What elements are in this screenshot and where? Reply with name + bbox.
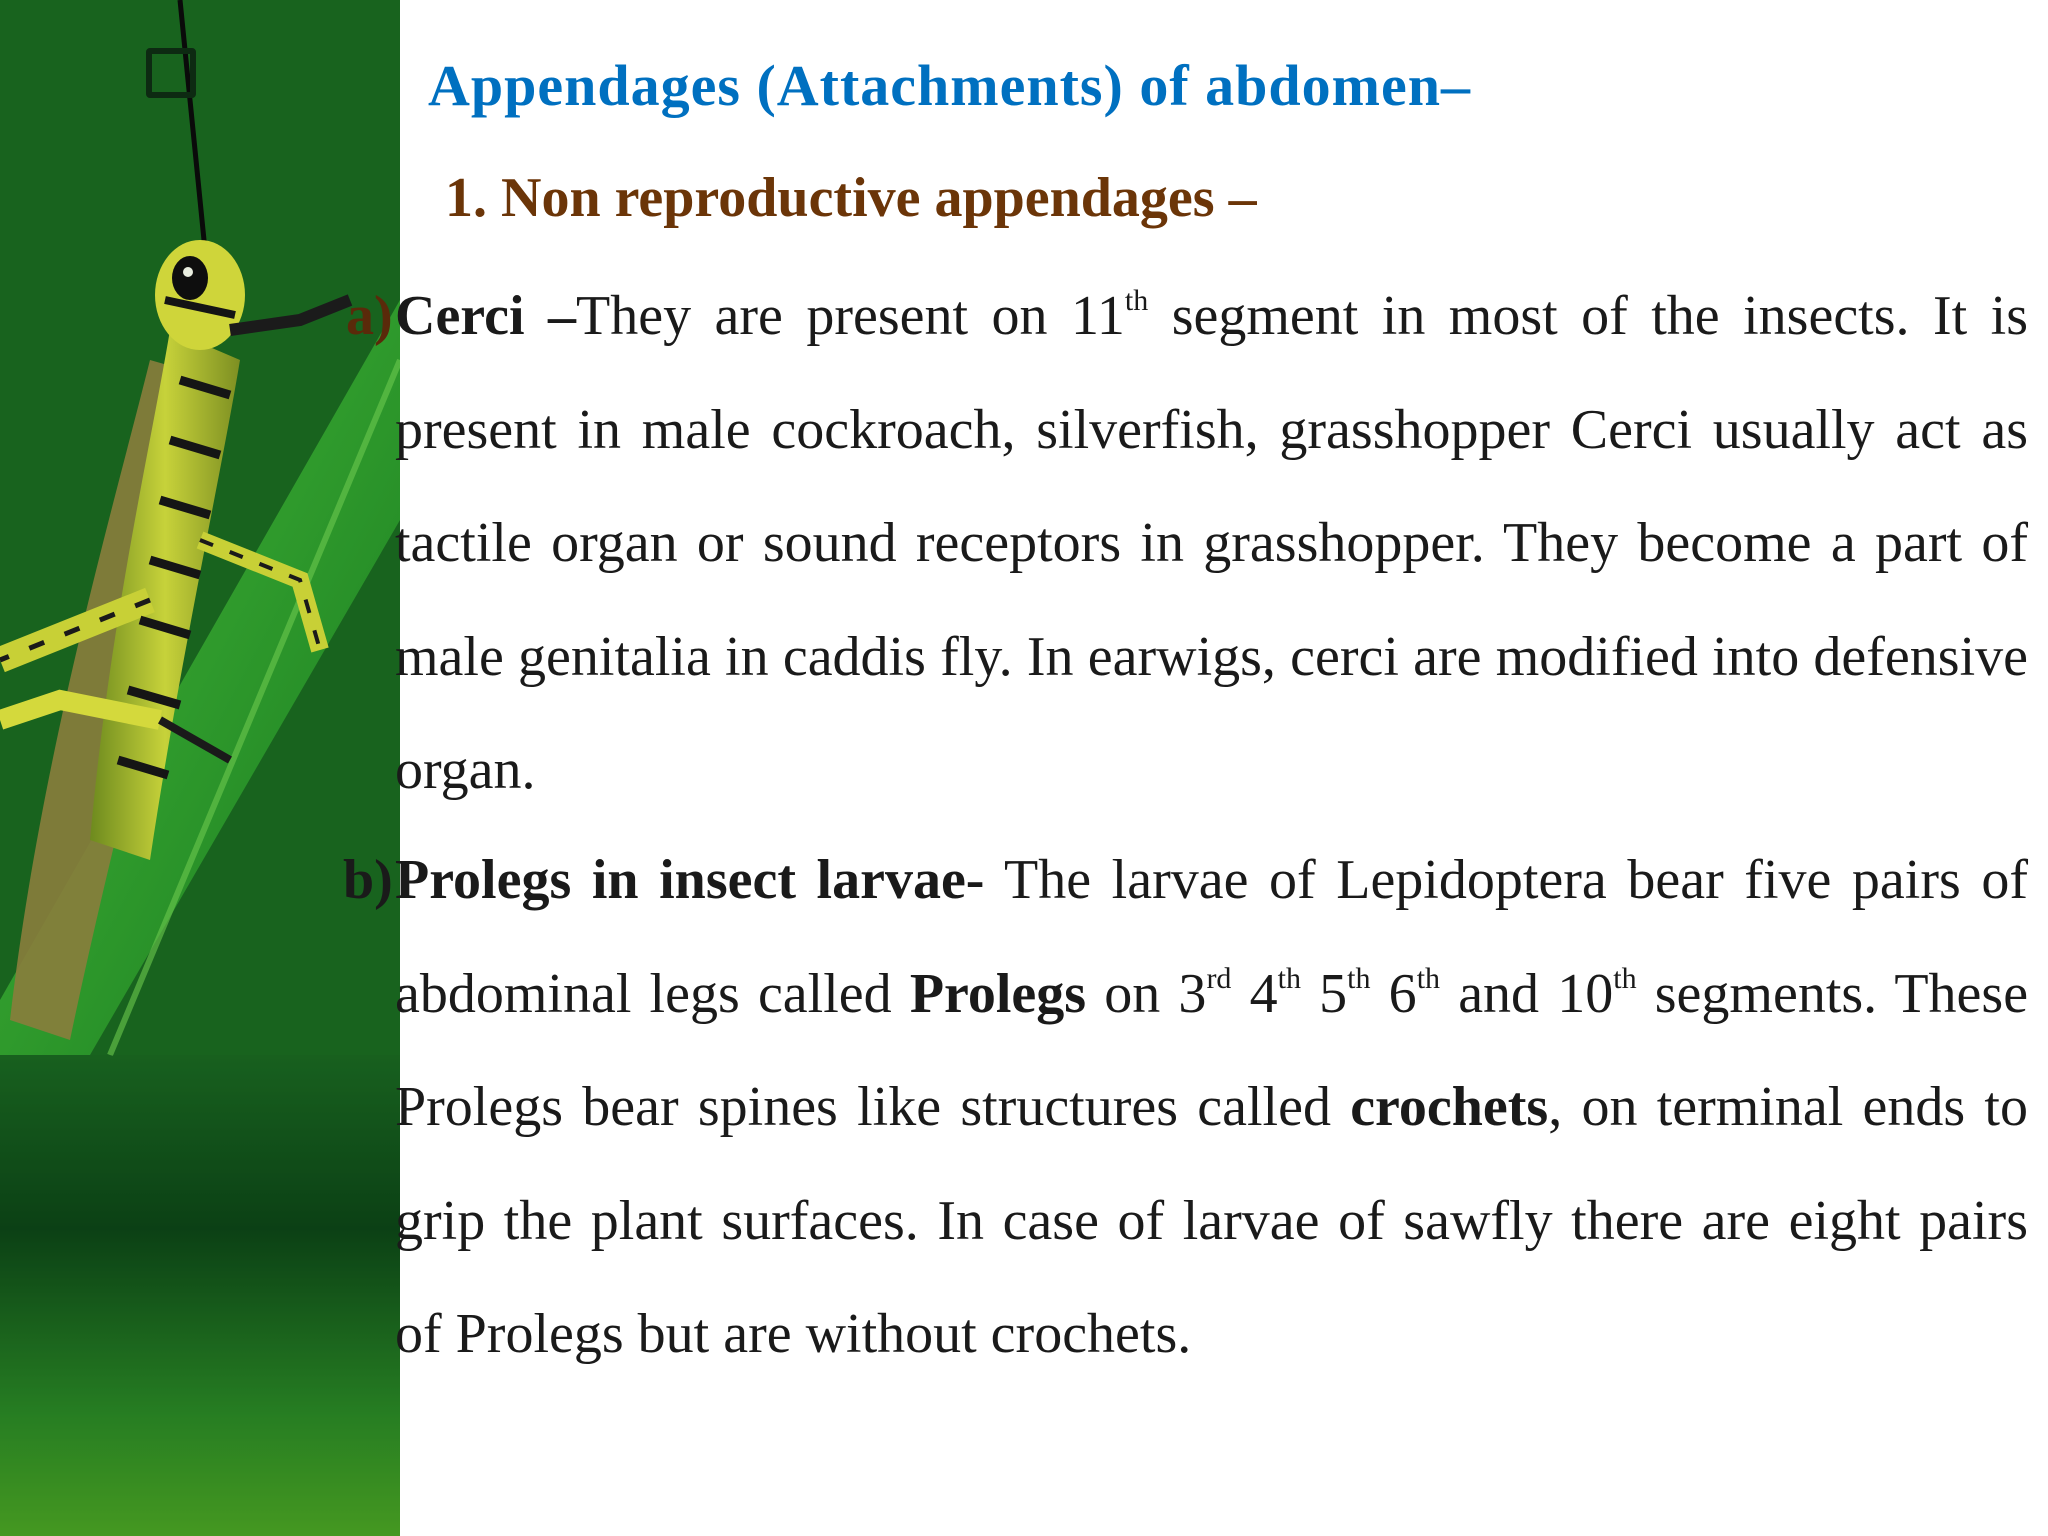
list-item-cerci: a) Cerci –They are present on 11th segment in most of the insects. It is present in male cockroach, silverfish, grasshopper Cerci usually act as tactile organ or sound receptors in grasshopper. They become a part of male genitalia in caddis fly. In earwigs, cerci are modified into defensive organ. [395,260,2028,828]
list-marker: a) [346,285,393,347]
list-marker: b) [343,849,393,911]
slide-title: Appendages (Attachments) of abdomen– [428,53,1471,118]
section-subtitle: 1. Non reproductive appendages – [445,167,1257,229]
list-item-prolegs: b) Prolegs in insect larvae- The larvae of Lepidoptera bear five pairs of abdominal legs called Prolegs on 3rd 4th 5th 6th and 10th segments. These Prolegs bear spines like structures called crochets, on terminal ends to grip the plant surfaces. In case of larvae of sawfly there are eight pairs of Prolegs but are without crochets. [395,824,2028,1392]
term-prolegs: Prolegs in insect larvae- [395,849,985,911]
term-cerci: Cerci – [395,285,577,347]
